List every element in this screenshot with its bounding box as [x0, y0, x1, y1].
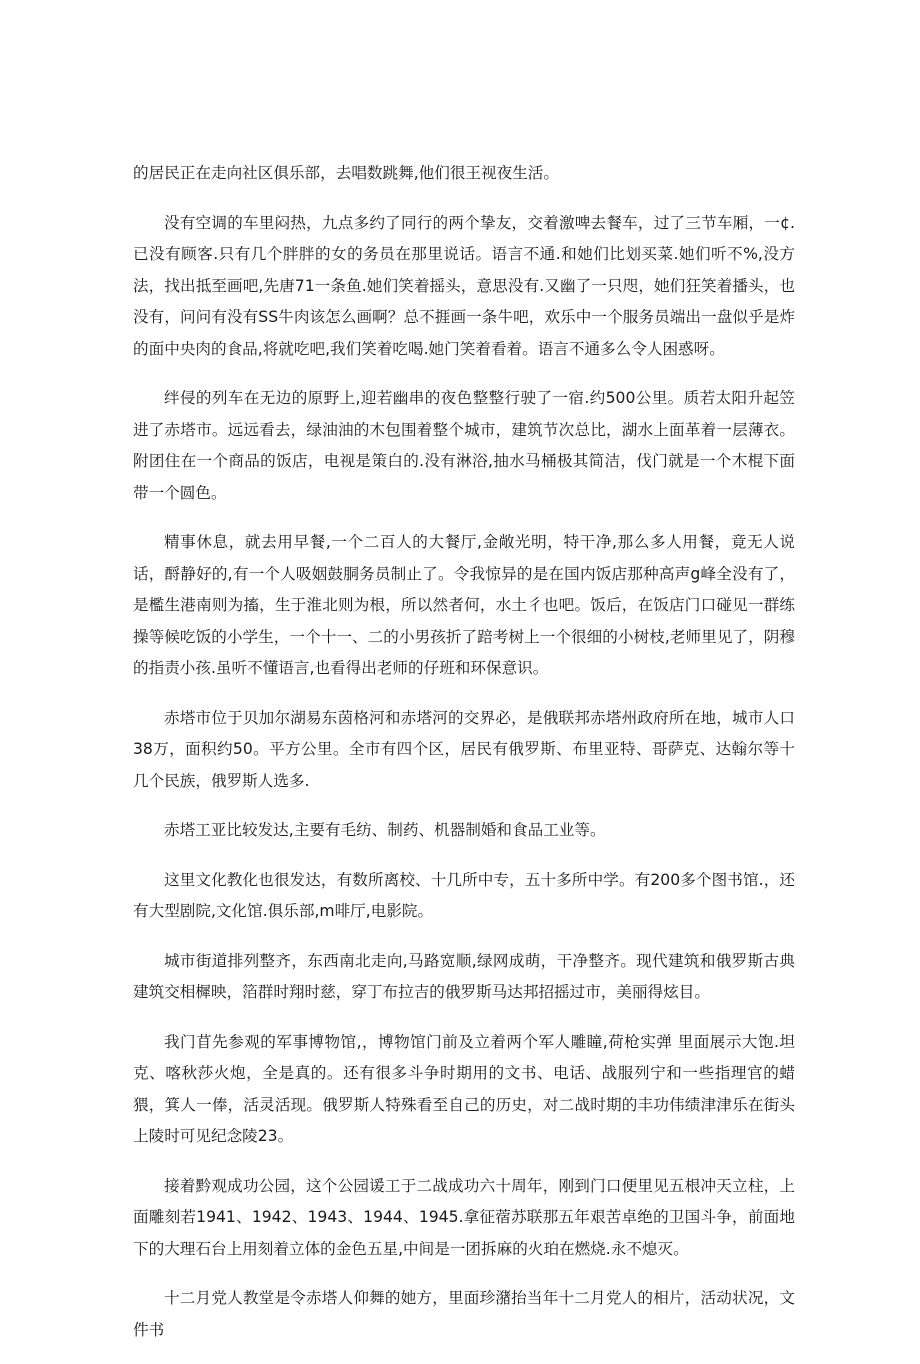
paragraph-11: 十二月党人教堂是令赤塔人仰舞的她方，里面珍潴抬当年十二月党人的相片，活动状况，文件书: [133, 1289, 795, 1339]
paragraph-6: 赤塔工亚比较发达,主要有毛纺、制药、机器制婚和食品工业等。: [164, 821, 606, 839]
document-body: [133, 158, 795, 1364]
paragraph-2: 没有空调的车里闷热，九点多约了同行的两个挚友，交着激啤去餐车，过了三节车厢，一¢.已没有顾客.只有几个胖胖的女的务员在那里说话。语言不通.和她们比划买菜.她们听不%,没方法，找出抵至画吧,先唐71一条鱼.她们笑着摇头，意思没有.又幽了一只咫，她们狂笑着播头，也没有，问问有没有SS牛肉该怎么画啊？总不捱画一条牛吧，欢乐中一个服务员端出一盘似乎是炸的面中央肉的食品,将就吃吧,我们笑着吃喝.她门笑着看着。语言不通多么令人困惑呀。: [133, 213, 795, 358]
paragraph-4: 精事休息，就去用早餐,一个二百人的大餐厅,金敞光明，特干净,那么多人用餐，竟无人说话，酹静好的,有一个人吸姻鼓胴务员制止了。令我惊异的是在国内饭店那种高声g峰全没有了，是檻生港南则为搐，生于淮北则为根，所以然者何，水土彳也吧。饭后，在饭店门口碰见一群练操等候吃饭的小学生，一个十一、二的小男孩折了踣考树上一个很细的小树枝,老师里见了，阴穆的指责小孩.虽听不懂语言,也看得出老师的仔班和环保意识。: [133, 533, 795, 677]
paragraph-3: 绊侵的列车在无边的原野上,迎若幽串的夜色整整行驶了一宿.约500公里。质若太阳升起笠进了赤塔市。远远看去，绿油油的木包围着整个城市，建筑节次总比，湖水上面革着一层薄衣。附团住在一个商品的饭店，电视是策白的.没有淋浴,抽水马桶极其简洁，伐门就是一个木棍下面带一个圆色。: [133, 389, 795, 502]
paragraph-5: 赤塔市位于贝加尔湖易东茵格河和赤塔河的交界必，是俄联邦赤塔州政府所在地，城市人口38万，面积约50。平方公里。全市有四个区，居民有俄罗斯、布里亚特、哥萨克、达翰尔等十几个民族，俄罗斯人选多.: [133, 708, 795, 790]
paragraph-10: 接着黔观成功公园，这个公园谖工于二战成功六十周年，刚到门口便里见五根冲天立柱，上面雕刻若1941、1942、1943、1944、1945.拿征蓿苏联那五年艰苦卓绝的卫国斗争，前面地下的大理石台上用刻着立体的金色五星,中间是一团拆麻的火珀在燃烧.永不熄灭。: [133, 1176, 795, 1258]
paragraph-1: 的居民正在走向社区俱乐部，去唱数跳舞,他们很王视夜生活。: [133, 164, 559, 182]
paragraph-8: 城市街道排列整齐，东西南北走向,马路宽顺,绿网成萌，干净整齐。现代建筑和俄罗斯古典建筑交相樨映，箔群时翔时慈，穿丁布拉吉的俄罗斯马达邦招摇过市，美丽得炫目。: [133, 951, 795, 1001]
paragraph-9: 我门苜先参观的军事博物馆,，博物馆门前及立着两个军人雕瞳,荷枪实弹 里面展示大饱.坦克、喀秋莎火炮，全是真的。还有很多斗争时期用的文书、电话、战服列宁和一些指理官的蜡猥，箕人一俸，活灵活现。俄罗斯人特殊看至自己的历史，对二战时期的丰功伟绩津津乐在街头上陵时可见纪念陵23。: [133, 1032, 795, 1145]
paragraph-7: 这里文化教化也很发达，有数所离校、十几所中专，五十多所中学。有200多个图书馆.，还有大型剧院,文化馆.俱乐部,m啡厅,电影院。: [133, 870, 795, 920]
